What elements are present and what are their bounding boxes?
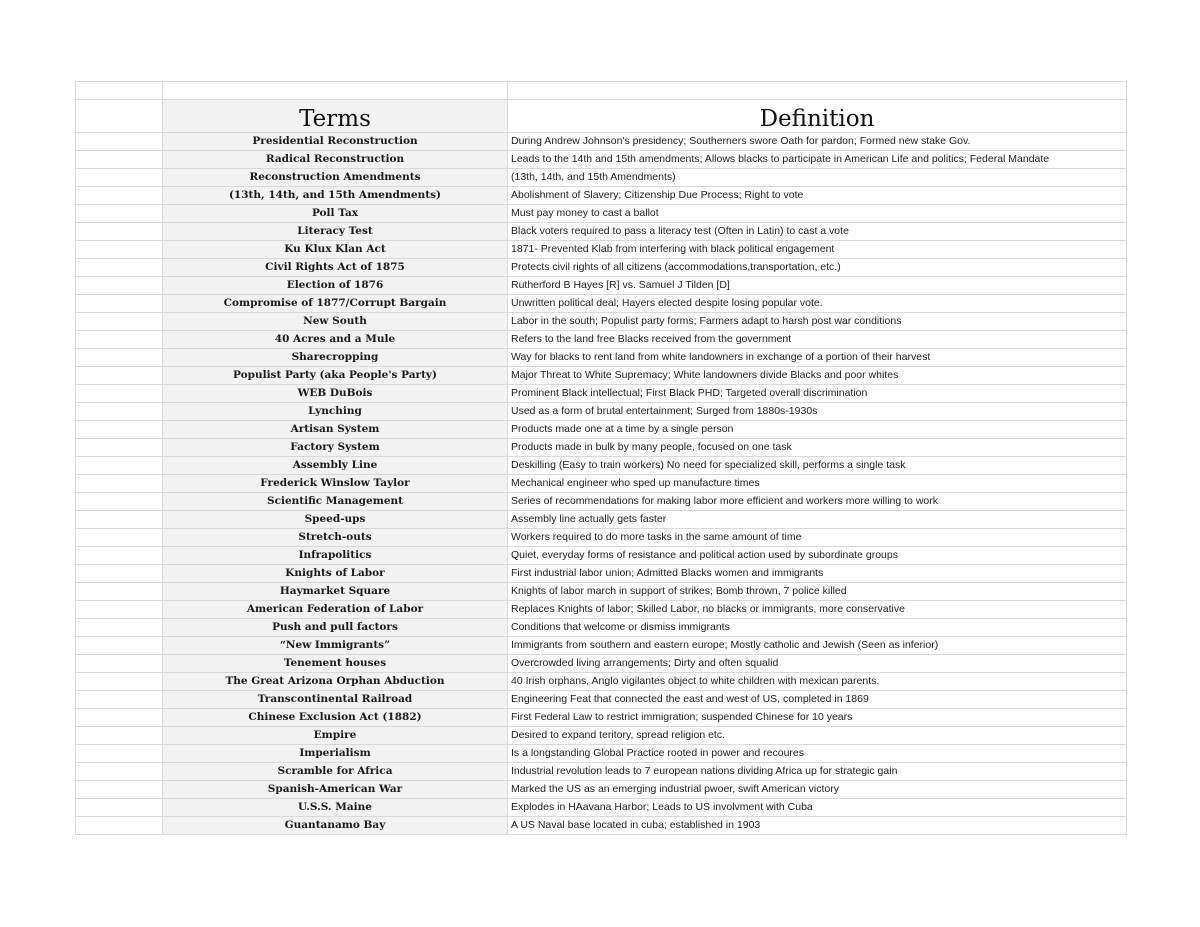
table-row — [76, 583, 1127, 601]
definition-cell[interactable]: Unwritten political deal; Hayers elected despite losing popular vote. — [508, 295, 1127, 313]
table-row — [76, 223, 1127, 241]
table-row — [76, 259, 1127, 277]
table-row — [76, 619, 1127, 637]
definition-cell[interactable]: Prominent Black intellectual; First Black PHD; Targeted overall discrimination — [508, 385, 1127, 403]
definition-cell[interactable]: Protects civil rights of all citizens (accommodations,transportation, etc.) — [508, 259, 1127, 277]
table-row — [76, 367, 1127, 385]
definition-cell[interactable]: Black voters required to pass a literacy test (Often in Latin) to cast a vote — [508, 223, 1127, 241]
table-row — [76, 745, 1127, 763]
term-cell[interactable]: (13th, 14th, and 15th Amendments) — [163, 187, 508, 205]
term-cell[interactable]: Imperialism — [163, 745, 508, 763]
row-blank-cell[interactable] — [76, 511, 163, 529]
definition-cell[interactable]: Industrial revolution leads to 7 european nations dividing Africa up for strategic gain — [508, 763, 1127, 781]
table-row — [76, 313, 1127, 331]
row-blank-cell[interactable] — [76, 799, 163, 817]
term-cell[interactable]: Artisan System — [163, 421, 508, 439]
term-cell[interactable]: Populist Party (aka People's Party) — [163, 367, 508, 385]
row-blank-cell[interactable] — [76, 421, 163, 439]
term-cell[interactable]: Sharecropping — [163, 349, 508, 367]
row-blank-cell[interactable] — [76, 169, 163, 187]
definition-cell[interactable]: 40 Irish orphans, Anglo vigilantes object to white children with mexican parents. — [508, 673, 1127, 691]
row-blank-cell[interactable] — [76, 601, 163, 619]
table-row — [76, 727, 1127, 745]
table-row — [76, 151, 1127, 169]
table-row — [76, 331, 1127, 349]
term-cell[interactable]: Poll Tax — [163, 205, 508, 223]
definition-cell[interactable]: Explodes in HAavana Harbor; Leads to US involvment with Cuba — [508, 799, 1127, 817]
term-cell[interactable]: Guantanamo Bay — [163, 817, 508, 835]
row-blank-cell[interactable] — [76, 385, 163, 403]
row-blank-cell[interactable] — [76, 223, 163, 241]
definition-cell[interactable]: Leads to the 14th and 15th amendments; Allows blacks to participate in American Life and politics; Federal Mandate — [508, 151, 1127, 169]
term-cell[interactable]: Speed-ups — [163, 511, 508, 529]
definition-cell[interactable]: First industrial labor union; Admitted Blacks women and immigrants — [508, 565, 1127, 583]
row-blank-cell[interactable] — [76, 655, 163, 673]
header-row — [76, 100, 1127, 133]
blank-row — [76, 82, 1127, 100]
table-row — [76, 475, 1127, 493]
definition-cell[interactable]: Rutherford B Hayes [R] vs. Samuel J Tilden [D] — [508, 277, 1127, 295]
term-cell[interactable]: Push and pull factors — [163, 619, 508, 637]
definition-cell[interactable]: A US Naval base located in cuba; established in 1903 — [508, 817, 1127, 835]
row-blank-cell[interactable] — [76, 331, 163, 349]
row-blank-cell[interactable] — [76, 673, 163, 691]
term-cell[interactable]: Literacy Test — [163, 223, 508, 241]
definition-cell[interactable]: Products made in bulk by many people, focused on one task — [508, 439, 1127, 457]
term-cell[interactable]: Infrapolitics — [163, 547, 508, 565]
row-blank-cell[interactable] — [76, 583, 163, 601]
definition-cell[interactable]: Major Threat to White Supremacy; White landowners divide Blacks and poor whites — [508, 367, 1127, 385]
term-cell[interactable]: Transcontinental Railroad — [163, 691, 508, 709]
term-cell[interactable]: “New Immigrants” — [163, 637, 508, 655]
row-blank-cell[interactable] — [76, 817, 163, 835]
row-blank-cell[interactable] — [76, 475, 163, 493]
definition-cell[interactable]: Immigrants from southern and eastern europe; Mostly catholic and Jewish (Seen as inferior) — [508, 637, 1127, 655]
table-row — [76, 403, 1127, 421]
definition-cell[interactable]: Replaces Knights of labor; Skilled Labor, no blacks or immigrants, more conservative — [508, 601, 1127, 619]
table-row — [76, 601, 1127, 619]
table-row — [76, 241, 1127, 259]
row-blank-cell[interactable] — [76, 367, 163, 385]
row-blank-cell[interactable] — [76, 547, 163, 565]
definition-cell[interactable]: Marked the US as an emerging industrial pwoer, swift American victory — [508, 781, 1127, 799]
term-cell[interactable]: Factory System — [163, 439, 508, 457]
table-row — [76, 709, 1127, 727]
term-cell[interactable]: Civil Rights Act of 1875 — [163, 259, 508, 277]
term-cell[interactable]: U.S.S. Maine — [163, 799, 508, 817]
definition-cell[interactable]: Way for blacks to rent land from white landowners in exchange of a portion of their harvest — [508, 349, 1127, 367]
row-blank-cell[interactable] — [76, 457, 163, 475]
definition-cell[interactable]: Desired to expand teritory, spread religion etc. — [508, 727, 1127, 745]
table-row — [76, 349, 1127, 367]
cell-blank[interactable] — [76, 82, 163, 100]
definition-cell[interactable]: Engineering Feat that connected the east and west of US, completed in 1869 — [508, 691, 1127, 709]
row-blank-cell[interactable] — [76, 781, 163, 799]
term-cell[interactable]: Reconstruction Amendments — [163, 169, 508, 187]
term-cell[interactable]: American Federation of Labor — [163, 601, 508, 619]
row-blank-cell[interactable] — [76, 349, 163, 367]
table-row — [76, 457, 1127, 475]
table-row — [76, 565, 1127, 583]
term-cell[interactable]: 40 Acres and a Mule — [163, 331, 508, 349]
row-blank-cell[interactable] — [76, 691, 163, 709]
row-blank-cell[interactable] — [76, 727, 163, 745]
table-row — [76, 637, 1127, 655]
table-row — [76, 799, 1127, 817]
row-blank-cell[interactable] — [76, 763, 163, 781]
term-cell[interactable]: Scientific Management — [163, 493, 508, 511]
definition-cell[interactable]: Must pay money to cast a ballot — [508, 205, 1127, 223]
row-blank-cell[interactable] — [76, 259, 163, 277]
row-blank-cell[interactable] — [76, 403, 163, 421]
row-blank-cell[interactable] — [76, 313, 163, 331]
table-row — [76, 421, 1127, 439]
term-cell[interactable]: Frederick Winslow Taylor — [163, 475, 508, 493]
term-cell[interactable]: Scramble for Africa — [163, 763, 508, 781]
table-body — [76, 82, 1127, 835]
table-row — [76, 133, 1127, 151]
row-blank-cell[interactable] — [76, 565, 163, 583]
table-row — [76, 493, 1127, 511]
row-blank-cell[interactable] — [76, 529, 163, 547]
table-row — [76, 655, 1127, 673]
row-blank-cell[interactable] — [76, 295, 163, 313]
cell-blank[interactable] — [76, 100, 163, 133]
row-blank-cell[interactable] — [76, 493, 163, 511]
cell-blank[interactable] — [163, 82, 508, 100]
term-cell[interactable]: Radical Reconstruction — [163, 151, 508, 169]
table-row — [76, 205, 1127, 223]
table-row — [76, 817, 1127, 835]
table-row — [76, 673, 1127, 691]
row-blank-cell[interactable] — [76, 709, 163, 727]
definition-cell[interactable]: Mechanical engineer who sped up manufacture times — [508, 475, 1127, 493]
term-cell[interactable]: Assembly Line — [163, 457, 508, 475]
term-cell[interactable]: Ku Klux Klan Act — [163, 241, 508, 259]
row-blank-cell[interactable] — [76, 745, 163, 763]
term-cell[interactable]: The Great Arizona Orphan Abduction — [163, 673, 508, 691]
term-cell[interactable]: Lynching — [163, 403, 508, 421]
definition-cell[interactable]: First Federal Law to restrict immigration; suspended Chinese for 10 years — [508, 709, 1127, 727]
definition-cell[interactable]: Conditions that welcome or dismiss immigrants — [508, 619, 1127, 637]
term-cell[interactable]: Presidential Reconstruction — [163, 133, 508, 151]
row-blank-cell[interactable] — [76, 151, 163, 169]
definition-cell[interactable]: Refers to the land free Blacks received from the government — [508, 331, 1127, 349]
row-blank-cell[interactable] — [76, 205, 163, 223]
table-row — [76, 529, 1127, 547]
table-row — [76, 781, 1127, 799]
terms-table — [75, 81, 1127, 835]
term-cell[interactable]: Haymarket Square — [163, 583, 508, 601]
row-blank-cell[interactable] — [76, 619, 163, 637]
row-blank-cell[interactable] — [76, 439, 163, 457]
term-cell[interactable]: Chinese Exclusion Act (1882) — [163, 709, 508, 727]
definition-cell[interactable]: (13th, 14th, and 15th Amendments) — [508, 169, 1127, 187]
definition-cell[interactable]: Knights of labor march in support of strikes; Bomb thrown, 7 police killed — [508, 583, 1127, 601]
definition-cell[interactable]: Is a longstanding Global Practice rooted in power and recoures — [508, 745, 1127, 763]
row-blank-cell[interactable] — [76, 241, 163, 259]
term-cell[interactable]: Empire — [163, 727, 508, 745]
table-row — [76, 691, 1127, 709]
definition-cell[interactable]: Labor in the south; Populist party forms; Farmers adapt to harsh post war conditions — [508, 313, 1127, 331]
table-row — [76, 547, 1127, 565]
row-blank-cell[interactable] — [76, 637, 163, 655]
table-row — [76, 439, 1127, 457]
table-row — [76, 385, 1127, 403]
definition-cell[interactable]: Products made one at a time by a single person — [508, 421, 1127, 439]
definition-cell[interactable]: Workers required to do more tasks in the same amount of time — [508, 529, 1127, 547]
definition-cell[interactable]: Assembly line actually gets faster — [508, 511, 1127, 529]
term-cell[interactable]: Tenement houses — [163, 655, 508, 673]
definition-cell[interactable]: Abolishment of Slavery; Citizenship Due Process; Right to vote — [508, 187, 1127, 205]
term-cell[interactable]: Knights of Labor — [163, 565, 508, 583]
table-row — [76, 295, 1127, 313]
terms-header[interactable]: Terms — [163, 100, 508, 133]
cell-blank[interactable] — [508, 82, 1127, 100]
table-row — [76, 511, 1127, 529]
term-cell[interactable]: Spanish-American War — [163, 781, 508, 799]
row-blank-cell[interactable] — [76, 277, 163, 295]
definition-cell[interactable]: During Andrew Johnson's presidency; Southerners swore Oath for pardon; Formed new stake Gov. — [508, 133, 1127, 151]
term-cell[interactable]: New South — [163, 313, 508, 331]
table-row — [76, 277, 1127, 295]
term-cell[interactable]: Compromise of 1877/Corrupt Bargain — [163, 295, 508, 313]
definition-cell[interactable]: 1871- Prevented Klab from interfering with black political engagement — [508, 241, 1127, 259]
definition-cell[interactable]: Quiet, everyday forms of resistance and political action used by subordinate groups — [508, 547, 1127, 565]
term-cell[interactable]: Election of 1876 — [163, 277, 508, 295]
row-blank-cell[interactable] — [76, 187, 163, 205]
table-row — [76, 187, 1127, 205]
definition-cell[interactable]: Overcrowded living arrangements; Dirty and often squalid — [508, 655, 1127, 673]
table-row — [76, 763, 1127, 781]
term-cell[interactable]: WEB DuBois — [163, 385, 508, 403]
row-blank-cell[interactable] — [76, 133, 163, 151]
table-row — [76, 169, 1127, 187]
term-cell[interactable]: Stretch-outs — [163, 529, 508, 547]
definition-header[interactable]: Definition — [508, 100, 1127, 133]
definition-cell[interactable]: Series of recommendations for making labor more efficient and workers more willing to work — [508, 493, 1127, 511]
definition-cell[interactable]: Used as a form of brutal entertainment; Surged from 1880s-1930s — [508, 403, 1127, 421]
definition-cell[interactable]: Deskilling (Easy to train workers) No need for specialized skill, performs a single task — [508, 457, 1127, 475]
